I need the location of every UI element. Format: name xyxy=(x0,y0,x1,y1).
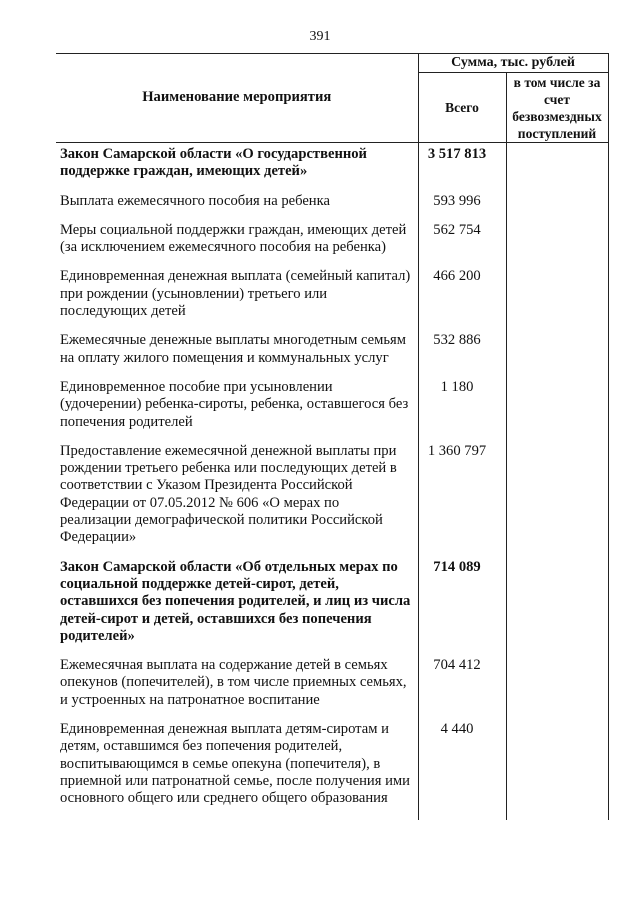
row-name: Закон Самарской области «О государственной поддержке граждан, имеющих детей» xyxy=(60,146,367,180)
measure-row xyxy=(56,332,608,379)
row-total: 562 754 xyxy=(418,222,506,269)
row-free xyxy=(506,721,608,819)
measure-row xyxy=(56,721,608,819)
row-free xyxy=(506,222,608,269)
row-total: 466 200 xyxy=(418,268,506,332)
table-header xyxy=(56,54,608,143)
row-total: 4 440 xyxy=(418,721,506,819)
row-free xyxy=(506,379,608,443)
header-name: Наименование мероприятия xyxy=(56,54,418,143)
row-total: 3 517 813 xyxy=(418,143,506,193)
row-name: Закон Самарской области «Об отдельных мерах по социальной поддержке детей-сирот, детей, оставшихся без попечения родителей, и лиц из числа детей-сирот и детей, оставшихся без попечения родителей» xyxy=(60,558,411,644)
row-name: Единовременная денежная выплата детям-сиротам и детям, оставшимся без попечения родителей, воспитывающимся в семье опекуна (попечителя), в приемной или патронатной семье, после получения ими основного общего или среднего общего образования xyxy=(60,721,410,807)
budget-table xyxy=(56,53,609,820)
header-sum: Сумма, тыс. рублей xyxy=(418,54,608,73)
law-row xyxy=(56,559,608,657)
row-free xyxy=(506,443,608,559)
row-total: 1 180 xyxy=(418,379,506,443)
header-total: Всего xyxy=(418,73,506,143)
row-free xyxy=(506,559,608,657)
row-name: Меры социальной поддержки граждан, имеющих детей (за исключением ежемесячного пособия на ребенка) xyxy=(60,221,407,256)
row-free xyxy=(506,193,608,222)
law-row xyxy=(56,143,608,193)
measure-row xyxy=(56,222,608,269)
table-body xyxy=(56,143,608,820)
measure-row xyxy=(56,268,608,332)
page-number: 391 xyxy=(309,29,331,44)
row-total: 593 996 xyxy=(418,193,506,222)
row-free xyxy=(506,657,608,721)
row-name: Предоставление ежемесячной денежной выплаты при рождении третьего ребенка или последующих детей в соответствии с Указом Президента Российской Федерации от 07.05.2012 № 606 «О мерах по реализации демографической политики Российской Федерации» xyxy=(60,442,397,546)
row-name: Единовременная денежная выплата (семейный капитал) при рождении (усыновлении) третьего или последующих детей xyxy=(60,268,411,320)
row-total: 714 089 xyxy=(418,559,506,657)
measure-row xyxy=(56,379,608,443)
row-name: Ежемесячная выплата на содержание детей в семьях опекунов (попечителей), в том числе приемных семьях, и устроенных на патронатное воспитание xyxy=(60,657,407,708)
measure-row xyxy=(56,193,608,222)
row-free xyxy=(506,268,608,332)
measure-row xyxy=(56,657,608,721)
row-free xyxy=(506,332,608,379)
measure-row xyxy=(56,443,608,559)
row-free xyxy=(506,143,608,193)
row-total: 1 360 797 xyxy=(418,443,506,559)
row-name: Выплата ежемесячного пособия на ребенка xyxy=(60,192,330,209)
row-total: 532 886 xyxy=(418,332,506,379)
header-free: в том числе за счет безвозмездных поступлений xyxy=(506,73,608,143)
row-name: Ежемесячные денежные выплаты многодетным семьям на оплату жилого помещения и коммунальных услуг xyxy=(60,332,406,366)
row-total: 704 412 xyxy=(418,657,506,721)
row-name: Единовременное пособие при усыновлении (удочерении) ребенка-сироты, ребенка, оставшегося без попечения родителей xyxy=(60,378,409,430)
